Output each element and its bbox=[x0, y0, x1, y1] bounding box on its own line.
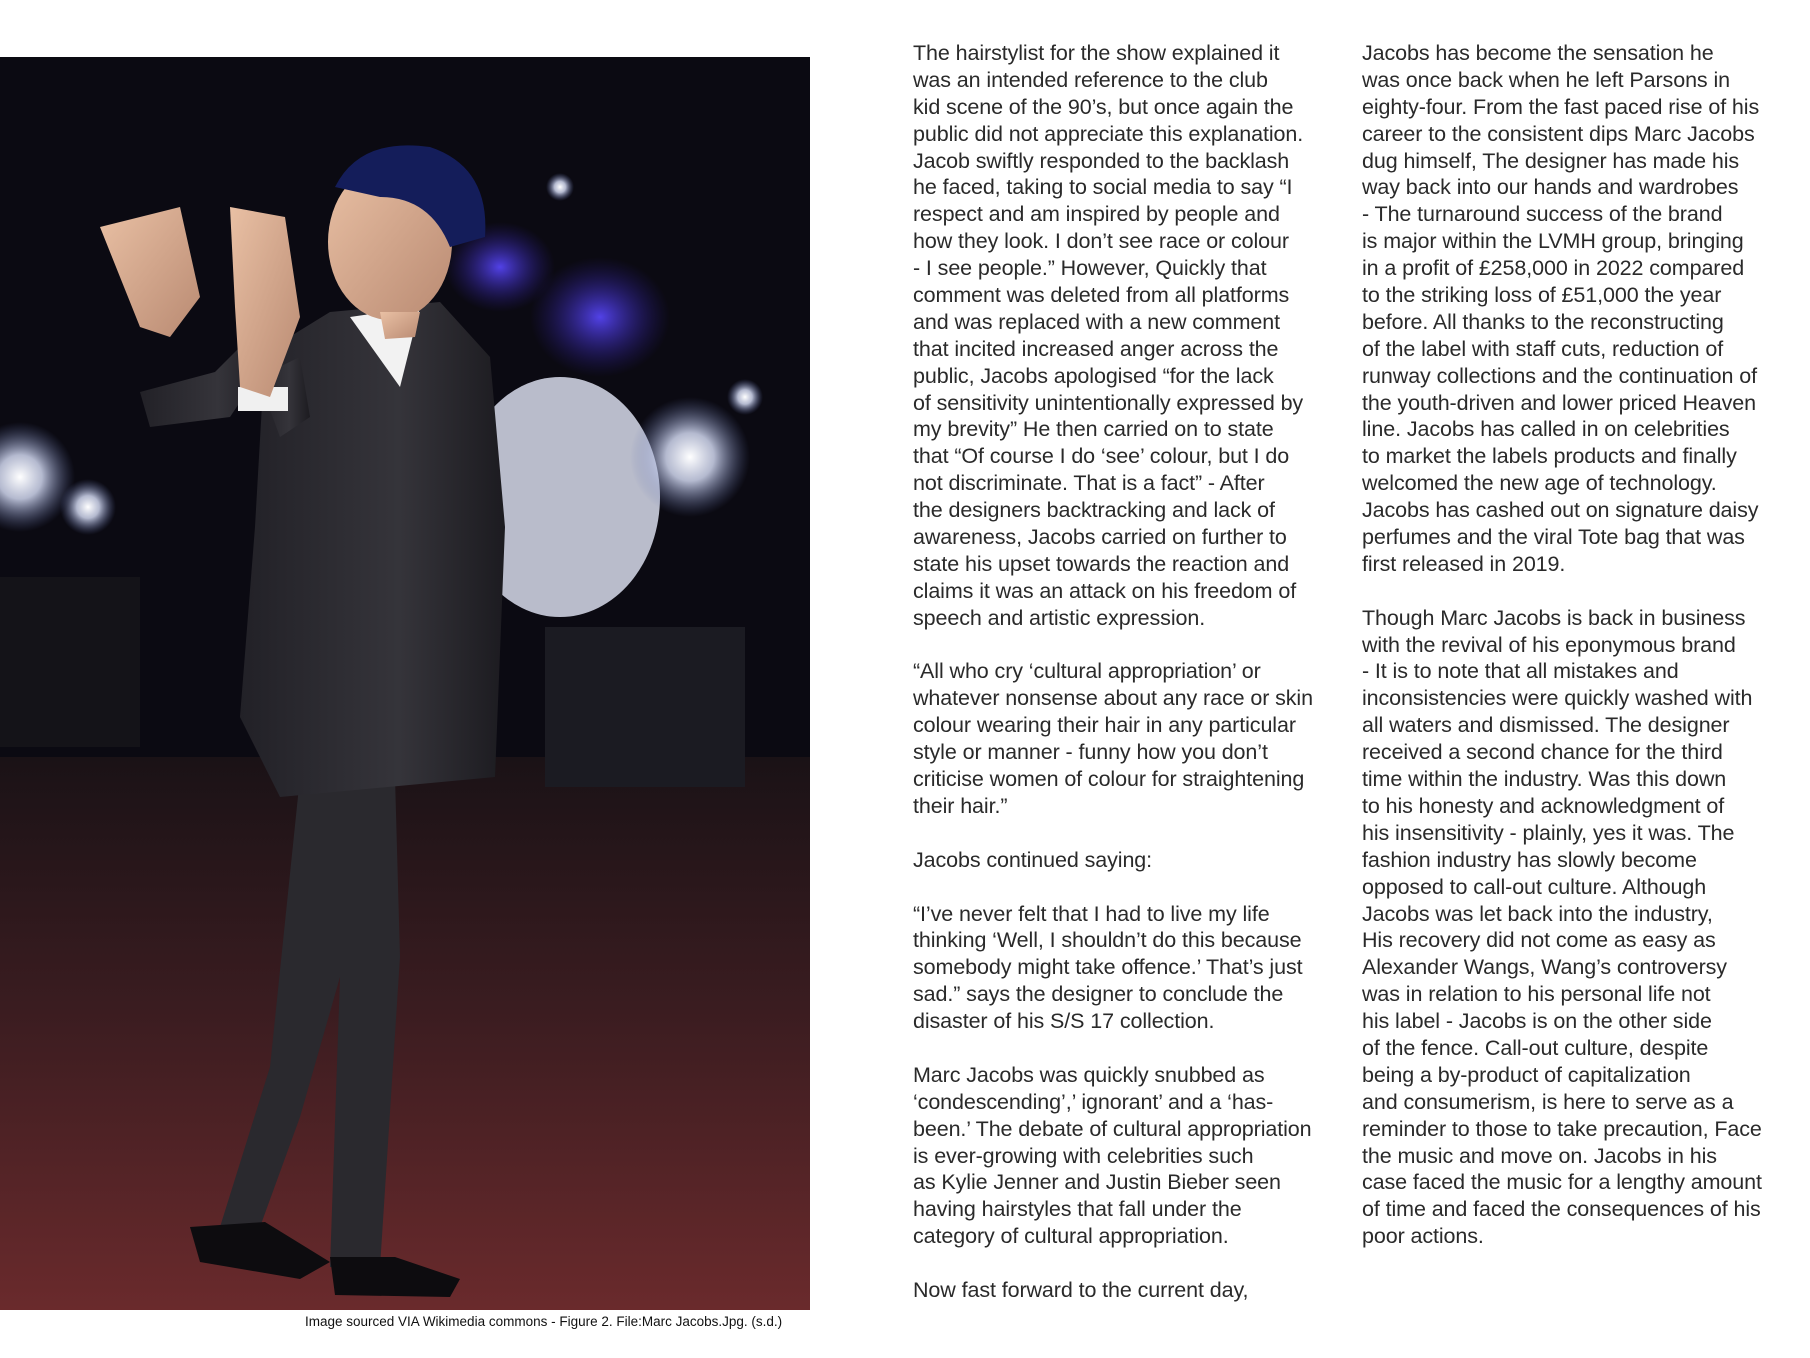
text-line: Jacobs has cashed out on signature daisy bbox=[1362, 498, 1759, 523]
designer-on-runway-photo bbox=[0, 57, 810, 1310]
text-line: is major within the LVMH group, bringing bbox=[1362, 229, 1744, 254]
spotlight bbox=[60, 479, 116, 535]
text-line: runway collections and the continuation of bbox=[1362, 363, 1757, 388]
text-line: The hairstylist for the show explained it bbox=[913, 41, 1280, 65]
text-line: way back into our hands and wardrobes bbox=[1362, 175, 1739, 200]
text-line: opposed to call-out culture. Although bbox=[1362, 874, 1707, 899]
text-line: - I see people.” However, Quickly that bbox=[913, 256, 1267, 281]
text-line: perfumes and the viral Tote bag that was bbox=[1362, 525, 1745, 550]
text-line: reminder to those to take precaution, Face bbox=[1362, 1116, 1762, 1141]
spotlight bbox=[630, 397, 750, 517]
text-line: Marc Jacobs was quickly snubbed as bbox=[913, 1062, 1265, 1087]
text-line: and was replaced with a new comment bbox=[913, 309, 1280, 334]
text-line: received a second chance for the third bbox=[1362, 740, 1723, 765]
text-line: speech and artistic expression. bbox=[913, 605, 1206, 630]
stage-floor bbox=[0, 757, 810, 1310]
article-column-right bbox=[1362, 40, 1808, 1250]
paragraph-break bbox=[913, 874, 1353, 901]
text-line: somebody might take offence.’ That’s just bbox=[913, 955, 1303, 980]
text-line: how they look. I don’t see race or colour bbox=[913, 229, 1289, 254]
text-line: sad.” says the designer to conclude the bbox=[913, 982, 1284, 1007]
text-line: is ever-growing with celebrities such bbox=[913, 1143, 1254, 1168]
speaker-cabinet bbox=[545, 627, 745, 787]
text-line: with the revival of his eponymous brand bbox=[1362, 632, 1736, 657]
text-line: to the striking loss of £51,000 the year bbox=[1362, 283, 1722, 308]
text-line: my brevity” He then carried on to state bbox=[913, 417, 1274, 442]
text-line: fashion industry has slowly become bbox=[1362, 847, 1697, 872]
text-line: of the fence. Call-out culture, despite bbox=[1362, 1035, 1709, 1060]
paragraph-break bbox=[913, 632, 1353, 659]
figure-caption: Image sourced VIA Wikimedia commons - Figure 2. File:Marc Jacobs.Jpg. (s.d.) bbox=[305, 1314, 783, 1329]
text-line: welcomed the new age of technology. bbox=[1362, 471, 1717, 496]
text-line: thinking ‘Well, I shouldn’t do this because bbox=[913, 928, 1302, 953]
text-line: was in relation to his personal life not bbox=[1362, 982, 1711, 1007]
text-line: Jacobs has become the sensation he bbox=[1362, 41, 1714, 65]
text-line: Now fast forward to the current day, bbox=[913, 1277, 1249, 1302]
paragraph-break bbox=[913, 820, 1353, 847]
text-line: state his upset towards the reaction and bbox=[913, 551, 1290, 576]
text-line: the music and move on. Jacobs in his bbox=[1362, 1143, 1717, 1168]
text-line: whatever nonsense about any race or skin bbox=[913, 686, 1313, 711]
text-line: public, Jacobs apologised “for the lack bbox=[913, 363, 1274, 388]
text-line: Jacob swiftly responded to the backlash bbox=[913, 148, 1290, 173]
spotlight bbox=[727, 379, 763, 415]
text-line: public did not appreciate this explanation. bbox=[913, 121, 1304, 146]
text-line: all waters and dismissed. The designer bbox=[1362, 713, 1730, 738]
neck bbox=[380, 312, 420, 339]
text-line: Jacobs continued saying: bbox=[913, 847, 1153, 872]
text-line: as Kylie Jenner and Justin Bieber seen bbox=[913, 1170, 1281, 1195]
text-line: dug himself, The designer has made his bbox=[1362, 148, 1740, 173]
text-line: not discriminate. That is a fact” - After bbox=[913, 471, 1265, 496]
text-line: respect and am inspired by people and bbox=[913, 202, 1280, 227]
text-line: “All who cry ‘cultural appropriation’ or bbox=[913, 659, 1261, 684]
article-column-left bbox=[913, 40, 1353, 1304]
text-line: criticise women of colour for straightening bbox=[913, 767, 1305, 792]
text-line: the youth-driven and lower priced Heaven bbox=[1362, 390, 1756, 415]
text-line: Alexander Wangs, Wang’s controversy bbox=[1362, 955, 1727, 980]
text-line: the designers backtracking and lack of bbox=[913, 498, 1275, 523]
text-line: ‘condescending’,’ ignorant’ and a ‘has- bbox=[913, 1089, 1274, 1114]
text-line: his label - Jacobs is on the other side bbox=[1362, 1009, 1712, 1034]
text-line: Though Marc Jacobs is back in business bbox=[1362, 605, 1746, 630]
text-line: His recovery did not come as easy as bbox=[1362, 928, 1716, 953]
spotlight bbox=[546, 173, 574, 201]
text-line: awareness, Jacobs carried on further to bbox=[913, 525, 1287, 550]
text-line: his insensitivity - plainly, yes it was. The bbox=[1362, 820, 1735, 845]
paragraph-break bbox=[913, 1250, 1353, 1277]
text-line: to his honesty and acknowledgment of bbox=[1362, 793, 1725, 818]
paragraph-break bbox=[913, 1035, 1353, 1062]
paragraph-break bbox=[1362, 578, 1808, 605]
text-line: kid scene of the 90’s, but once again the bbox=[913, 94, 1294, 119]
text-line: of the label with staff cuts, reduction of bbox=[1362, 336, 1724, 361]
text-line: “I’ve never felt that I had to live my life bbox=[913, 901, 1270, 926]
text-line: he faced, taking to social media to say “I bbox=[913, 175, 1293, 200]
text-line: was an intended reference to the club bbox=[913, 67, 1268, 92]
text-line: before. All thanks to the reconstructing bbox=[1362, 309, 1724, 334]
stage-equipment bbox=[0, 577, 140, 747]
text-line: been.’ The debate of cultural appropriation bbox=[913, 1116, 1312, 1141]
text-line: was once back when he left Parsons in bbox=[1362, 67, 1730, 92]
text-line: and consumerism, is here to serve as a bbox=[1362, 1089, 1734, 1114]
text-line: that incited increased anger across the bbox=[913, 336, 1279, 361]
text-line: first released in 2019. bbox=[1362, 551, 1566, 576]
text-line: case faced the music for a lengthy amount bbox=[1362, 1170, 1762, 1195]
text-line: style or manner - funny how you don’t bbox=[913, 740, 1268, 765]
text-line: Jacobs was let back into the industry, bbox=[1362, 901, 1713, 926]
text-line: comment was deleted from all platforms bbox=[913, 283, 1290, 308]
text-line: - It is to note that all mistakes and bbox=[1362, 659, 1679, 684]
text-line: time within the industry. Was this down bbox=[1362, 767, 1727, 792]
text-line: that “Of course I do ‘see’ colour, but I do bbox=[913, 444, 1290, 469]
text-line: in a profit of £258,000 in 2022 compared bbox=[1362, 256, 1745, 281]
text-line: line. Jacobs has called in on celebrities bbox=[1362, 417, 1730, 442]
text-line: disaster of his S/S 17 collection. bbox=[913, 1009, 1215, 1034]
text-line: - The turnaround success of the brand bbox=[1362, 202, 1723, 227]
text-line: colour wearing their hair in any particular bbox=[913, 713, 1296, 738]
text-line: career to the consistent dips Marc Jacobs bbox=[1362, 121, 1755, 146]
text-line: being a by-product of capitalization bbox=[1362, 1062, 1691, 1087]
text-line: category of cultural appropriation. bbox=[913, 1224, 1229, 1249]
text-line: poor actions. bbox=[1362, 1224, 1484, 1249]
text-line: eighty-four. From the fast paced rise of his bbox=[1362, 94, 1760, 119]
text-line: claims it was an attack on his freedom of bbox=[913, 578, 1297, 603]
figure-photo bbox=[0, 57, 810, 1310]
text-line: their hair.” bbox=[913, 793, 1008, 818]
text-line: of sensitivity unintentionally expressed by bbox=[913, 390, 1304, 415]
text-line: having hairstyles that fall under the bbox=[913, 1197, 1242, 1222]
text-line: inconsistencies were quickly washed with bbox=[1362, 686, 1753, 711]
text-line: of time and faced the consequences of his bbox=[1362, 1197, 1761, 1222]
text-line: to market the labels products and finally bbox=[1362, 444, 1737, 469]
